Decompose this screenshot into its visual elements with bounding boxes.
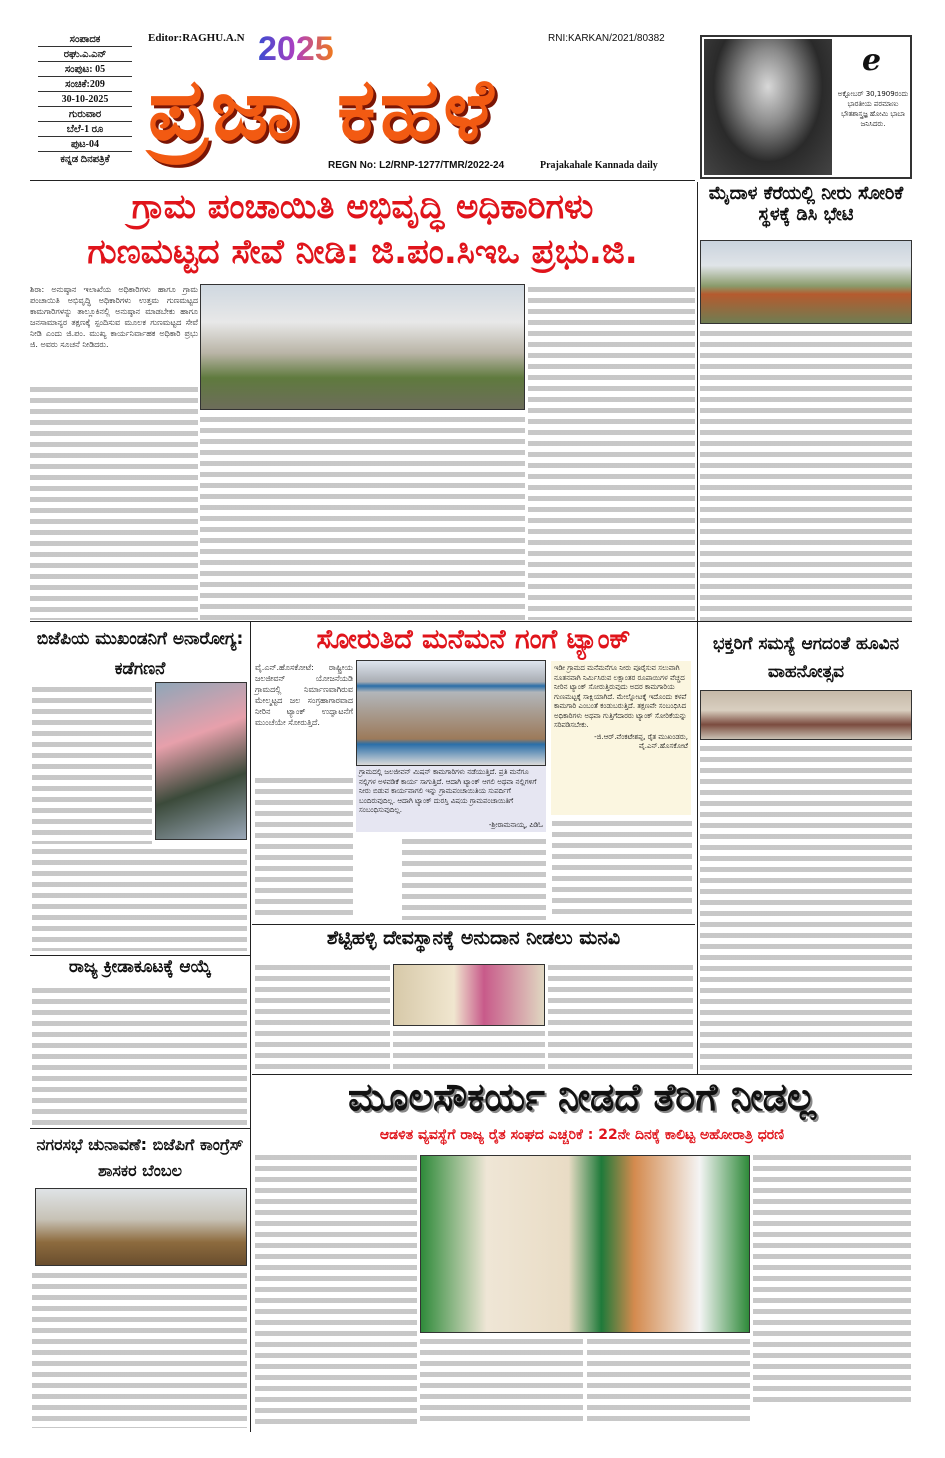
sports-headline: ರಾಜ್ಯ ಕ್ರೀಡಾಕೂಟಕ್ಕೆ ಆಯ್ಕೆ (68, 957, 212, 977)
tank-body (255, 775, 353, 920)
flower-headline: ಭಕ್ತರಿಗೆ ಸಮಸ್ಯೆ ಆಗದಂತೆ ಹೂವಿನ ವಾಹನೋತ್ಸವ (712, 634, 900, 682)
bjp-health-body-2 (32, 846, 247, 951)
edition-info-box (30, 32, 140, 177)
tax-body-4 (753, 1152, 911, 1407)
year-badge: 2025 (258, 30, 334, 68)
tax-body-2 (420, 1336, 583, 1426)
sports-body (32, 985, 247, 1125)
tank-photo-box (356, 660, 546, 832)
masthead-divider (30, 180, 695, 181)
tank-headline: ಸೋರುತಿದೆ ಮನೆಮನೆ ಗಂಗೆ ಟ್ಯಾಂಕ್ (316, 624, 631, 655)
date: 30-10-2025 (38, 93, 132, 107)
tank-quote: ಇಡೀ ಗ್ರಾಮದ ಮನೆಮನೆಗೂ ನೀರು ಪೂರೈಸುವ ಸಲುವಾಗಿ ನೂತನವಾಗಿ ನಿರ್ಮಿಸಿರುವ ಲಕ್ಷಾಂತರ ರೂಪಾಯಿಗಳ ವೆಚ್ಚದ ನೀರಿನ ಟ್ಯಾಂಕ್ ಸೋರುತ್ತಿರುವುದು ಅದರ ಕಾಮಗಾರಿಯ ಗುಣಮಟ್ಟಕ್ಕೆ ಸಾಕ್ಷಿಯಾಗಿದೆ. ಮೇಲ್ನೋಟಕ್ಕೆ ಇದೊಂದು ಕಳಪೆ ಕಾಮಗಾರಿ ಎಂಬಂತೆ ಕಂಡುಬರುತ್ತಿದೆ. ತಕ್ಷಣವೇ ಸಂಬಂಧಿಸಿದ ಅಧಿಕಾರಿಗಳು ಅಥವಾ ಗುತ್ತಿಗೆದಾರರು ಟ್ಯಾಂಕ್ ಸೋರಿಕೆಯನ್ನು ಸರಿಪಡಿಸಬೇಕು. (554, 664, 687, 729)
left-col-divider (250, 622, 251, 1432)
tax-headline: ಮೂಲಸೌಕರ್ಯ ನೀಡದೆ ತೆರಿಗೆ ನೀಡಲ್ಲ (347, 1075, 817, 1119)
editor-label: ಸಂಪಾದಕ (38, 33, 132, 47)
tank-quote-box (551, 661, 691, 815)
column-divider (697, 182, 698, 627)
divider (252, 924, 695, 925)
paper-type: ಕನ್ನಡ ದಿನಪತ್ರಿಕೆ (60, 154, 110, 165)
e-logo: e (862, 43, 882, 78)
tax-protest-photo (420, 1155, 750, 1333)
bjp-health-headline: ಬಿಜೆಪಿಯ ಮುಖಂಡನಿಗೆ ಅನಾರೋಗ್ಯ: ಕಡೆಗಣನೆ (36, 629, 244, 679)
divider (30, 1128, 250, 1129)
tank-body-3 (552, 818, 692, 920)
regn-number: REGN No: L2/RNP-1277/TMR/2022-24 (328, 160, 505, 171)
lake-photo (700, 240, 912, 324)
main-article-body-3 (528, 284, 695, 620)
tagline: Prajakahale Kannada daily (540, 160, 658, 171)
rni-number: RNI:KARKAN/2021/80382 (548, 33, 665, 44)
tank-lead: ವೈ.ಎನ್.ಹೊಸಕೋಟೆ: ರಾಷ್ಟ್ರೀಯ ಜಲಜೀವನ್ ಯೋಜನೆಯಡಿ ಗ್ರಾಮದಲ್ಲಿ ನಿರ್ಮಾಣವಾಗಿರುವ ಮೇಲ್ಮಟ್ಟದ ಜಲ ಸಂಗ್ರಹಾಗಾರವಾದ ನೀರಿನ ಟ್ಯಾಂಕ್ ಉದ್ಘಾಟನೆಗೆ ಮುಂಚೆಯೇ ಸೋರುತ್ತಿದೆ. (255, 663, 353, 727)
editor-name: ರಘು.ಎ.ಎನ್ (38, 48, 132, 62)
tax-body (255, 1152, 417, 1427)
tank-photo-caption: ಗ್ರಾಮದಲ್ಲಿ ಜಲಜೀವನ್ ಮಿಷನ್ ಕಾಮಗಾರಿಗಳು ನಡೆಯುತ್ತಿದೆ. ಪ್ರತಿ ಮನೆಗೂ ನಲ್ಲಿಗಳ ಅಳವಡಿಕೆ ಕಾರ್ಯ ಸಾಗುತ್ತಿದೆ. ಆದಾಗಿ ಟ್ಯಾಂಕ್ ಆಗಲಿ ಅಥವಾ ನಲ್ಲಿಗಳಿಗೆ ನೀರು ಬಿಡುವ ಕಾರ್ಯವಾಗಲಿ ಇನ್ನು ಗ್ರಾಮಪಂಚಾಯಿತಿಯ ಸುಪರ್ದಿಗೆ ಬಂದಿರುವುದಿಲ್ಲ. ಆದಾಗಿ ಟ್ಯಾಂಕ್ ದುರಸ್ತಿ ವಿಷಯ ಗ್ರಾಮಪಂಚಾಯಿತಿಗೆ ಸಂಬಂಧಿಸುವುದಿಲ್ಲ. (359, 768, 537, 814)
tax-body-3 (587, 1336, 750, 1426)
portrait-photo (704, 39, 832, 175)
main-article (30, 284, 695, 620)
flower-photo (700, 690, 912, 740)
volume: ಸಂಪುಟ: 05 (38, 63, 132, 77)
municipal-headline: ನಗರಸಭೆ ಚುನಾವಣೆ: ಬಿಜೆಪಿಗೆ ಕಾಂಗ್ರೆಸ್ ಶಾಸಕರ ಬೆಂಬಲ (36, 1135, 244, 1180)
bjp-health-photo (155, 682, 247, 840)
tank-photo (356, 660, 546, 766)
logo: ಪ್ರಜಾ ಕಹಳೆ (148, 60, 498, 160)
main-article-lead: ಶಿರಾ: ಅನುಷ್ಠಾನ ಇಲಾಖೆಯ ಅಧಿಕಾರಿಗಳು ಹಾಗೂ ಗ್ರಾಮ ಪಂಚಾಯಿತಿ ಅಭಿವೃದ್ಧಿ ಅಧಿಕಾರಿಗಳು ಉತ್ತಮ ಗುಣಮಟ್ಟದ ಕಾಮಗಾರಿಗಳನ್ನು ತಾಲ್ಲೂಕಿನಲ್ಲಿ ಅನುಷ್ಠಾನ ಮಾಡಬೇಕು ಹಾಗೂ ಜನಸಾಮಾನ್ಯರ ತಕ್ಷಣಕ್ಕೆ ಸ್ಪಂದಿಸುವ ಮೂಲಕ ಗುಣಮಟ್ಟದ ಸೇವೆ ನೀಡಿ ಎಂದು ಜಿ.ಪಂ. ಮುಖ್ಯ ಕಾರ್ಯನಿರ್ವಾಹಕ ಅಧಿಕಾರಿ ಪ್ರಭು ಜಿ. ಅವರು ಸೂಚನೆ ನೀಡಿದರು. (30, 285, 198, 349)
price: ಬೆಲೆ-1 ರೂ (38, 123, 132, 137)
pages: ಪುಟ-04 (38, 138, 132, 152)
right-col-divider (697, 622, 698, 1074)
issue: ಸಂಚಿಕೆ:209 (38, 78, 132, 92)
main-article-body-2 (200, 414, 525, 620)
municipal-body (32, 1270, 247, 1428)
temple-body (255, 962, 390, 1070)
birthday-text: ಅಕ್ಟೋಬರ್ 30,1909ರಂದು ಭಾರತೀಯ ಪರಮಾಣು ಭೌತಶಾಸ್ತ್ರಜ್ಞ ಹೋಮಿ ಭಾಬಾ ಜನಿಸಿದರು. (837, 90, 909, 128)
row-divider (30, 621, 912, 622)
main-article-body (30, 384, 198, 620)
bjp-health-body (32, 684, 152, 844)
tank-caption-credit: -ಶ್ರೀರಾಮನಾಯ್ಕ, ಪಿಡಿಓ (488, 821, 543, 829)
flower-body (700, 743, 912, 1073)
weekday: ಗುರುವಾರ (38, 108, 132, 122)
lake-body (700, 328, 912, 623)
tax-subheadline: ಆಡಳಿತ ವ್ಯವಸ್ಥೆಗೆ ರಾಜ್ಯ ರೈತ ಸಂಘದ ಎಚ್ಚರಿಕೆ : 22ನೇ ದಿನಕ್ಕೆ ಕಾಲಿಟ್ಟ ಅಹೋರಾತ್ರಿ ಧರಣಿ (379, 1127, 785, 1143)
temple-body-2 (393, 1028, 545, 1070)
tank-quote-credit: -ಜಿ.ಆರ್.ವೆಂಕಟೇಶಪ್ಪ, ರೈತ ಮುಖಂಡರು, ವೈ.ಎನ್.ಹೊಸಕೋಟೆ (594, 732, 688, 750)
temple-headline: ಶೆಟ್ಟಿಹಳ್ಳಿ ದೇವಸ್ಥಾನಕ್ಕೆ ಅನುದಾನ ನೀಡಲು ಮನವಿ (326, 927, 621, 949)
main-article-photo (200, 284, 525, 410)
tank-body-2 (402, 836, 546, 920)
temple-body-3 (548, 962, 693, 1070)
lake-headline: ಮೈದಾಳ ಕೆರೆಯಲ್ಲಿ ನೀರು ಸೋರಿಕೆ ಸ್ಥಳಕ್ಕೆ ಡಿಸಿ ಭೇಟಿ (708, 183, 904, 225)
birthday-box (700, 35, 912, 179)
municipal-photo (35, 1188, 247, 1266)
editor-credit: Editor:RAGHU.A.N (148, 32, 245, 44)
divider (30, 955, 250, 956)
main-headline-line2: ಗುಣಮಟ್ಟದ ಸೇವೆ ನೀಡಿ: ಜಿ.ಪಂ.ಸಿಇಒ ಪ್ರಭು.ಜಿ. (87, 232, 638, 272)
temple-photo (393, 964, 545, 1026)
main-headline-line1: ಗ್ರಾಮ ಪಂಚಾಯಿತಿ ಅಭಿವೃದ್ಧಿ ಅಧಿಕಾರಿಗಳು (131, 187, 594, 227)
